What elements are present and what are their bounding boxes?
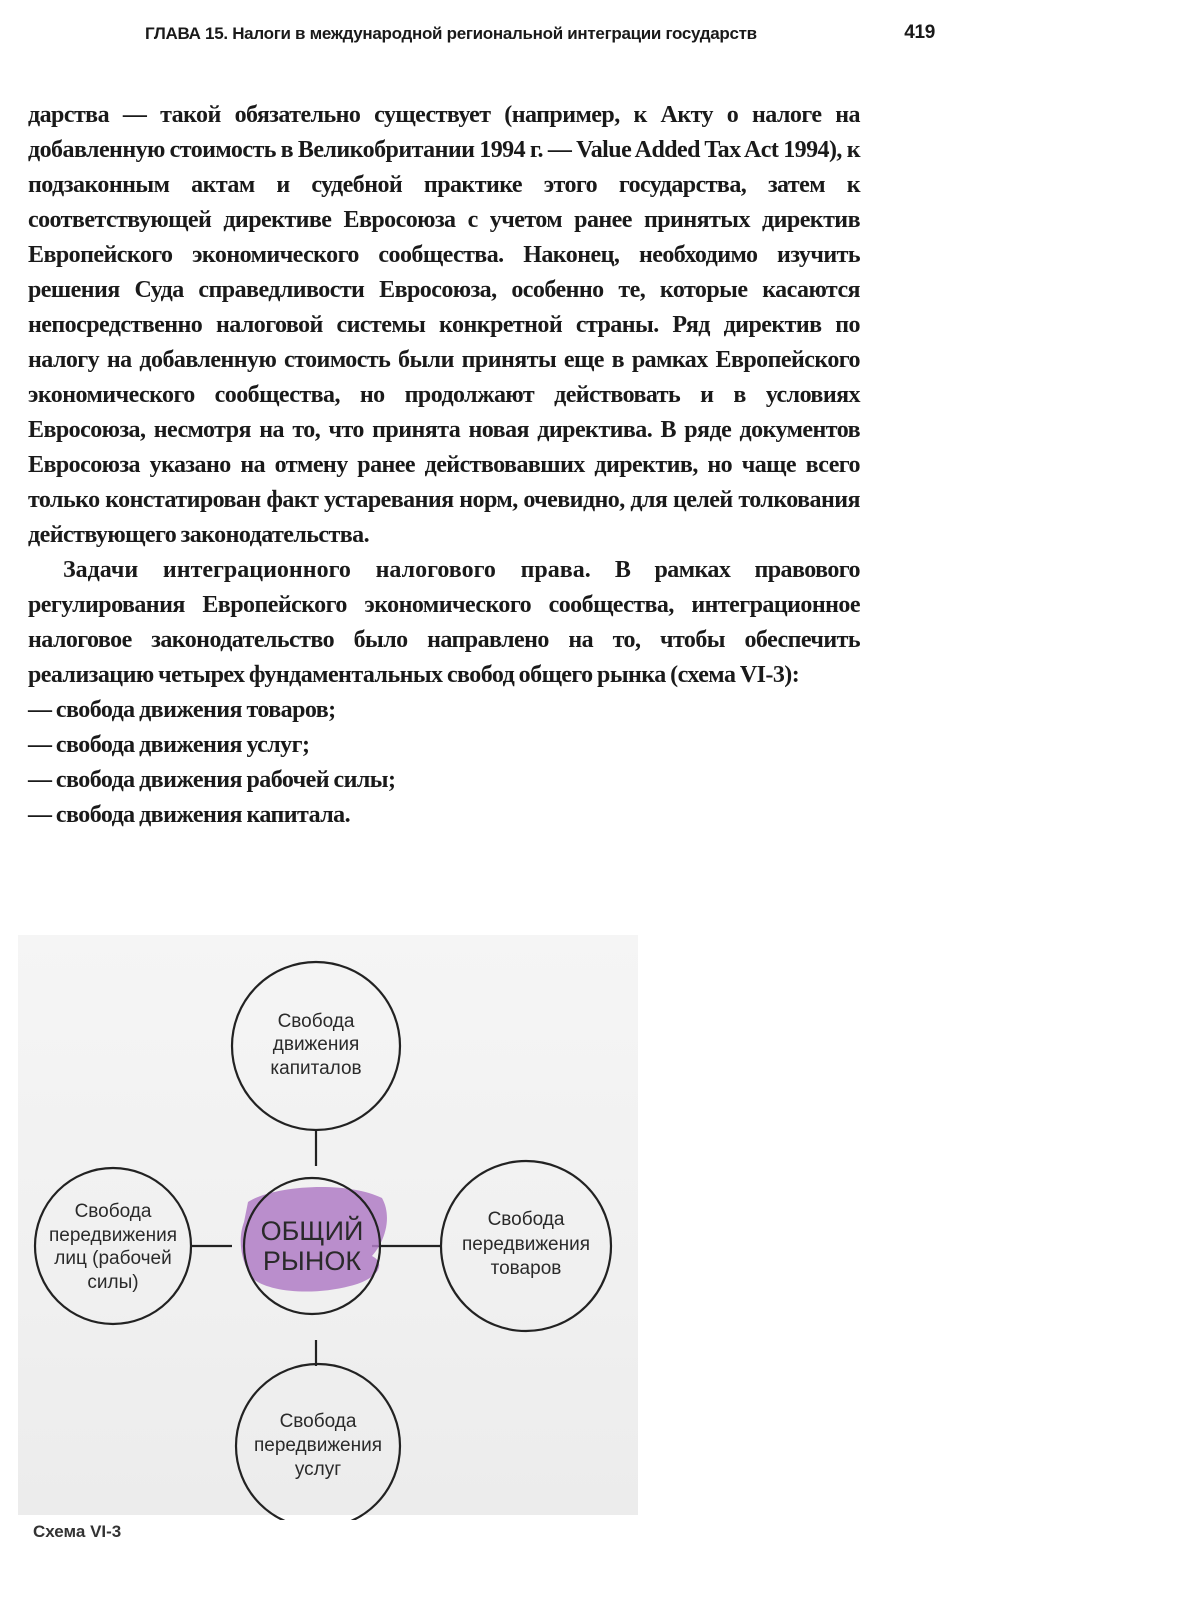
label-goods-2: передвижения — [461, 1234, 591, 1255]
label-common-market-2: РЫНОК — [262, 1246, 362, 1276]
paragraph: дарства — такой обязательно существует (например, к Акту о налоге на добавленную стоимость в Великобритании 1994 г. — Value Added Tax Act 1994), к подзаконным актам и судебной практике этого государства, затем к соответствующей директиве Евросоюза с учетом ранее принятых директив Европейского экономического сообщества. Наконец, необходимо изучить решения Суда справедливости Евросоюза, особенно те, которые касаются непосредственно налоговой системы конкретной страны. Ряд директив по налогу на добавленную стоимость были приняты еще в рамках Европейского экономического сообщества, но продолжают действовать и в условиях Евросоюза, несмотря на то, что принята новая директива. В ряде документов Евросоюза указано на отмену ранее действовавших директив, но чаще всего только констатирован факт устаревания норм, очевидно, для целей толкования действующего законодательства. — [28, 102, 860, 548]
running-head: ГЛАВА 15. Налоги в международной региональной интеграции государств — [145, 24, 757, 43]
paragraph-text: В рамках правового регулирования Европейского экономического сообщества, интеграционное налоговое законодательство было направлено на то, чтобы обеспечить реализацию четырех фундаментальных свобод общего рынка (схема VI-3): — [28, 557, 860, 688]
list-item: — свобода движения капитала. — [28, 802, 351, 828]
label-services-1: Свобода — [279, 1411, 357, 1432]
label-persons-4: силы) — [87, 1272, 139, 1293]
label-persons-2: передвижения — [48, 1225, 178, 1246]
label-persons-1: Свобода — [74, 1201, 152, 1222]
circle-persons — [35, 1168, 191, 1324]
list-item: — свобода движения товаров; — [28, 697, 336, 723]
paragraph — [28, 553, 860, 693]
label-goods-1: Свобода — [487, 1209, 565, 1230]
paragraph-lead: Задачи интеграционного налогового права. — [63, 557, 591, 583]
body-text — [28, 98, 860, 833]
label-capital-3: капиталов — [270, 1058, 362, 1079]
label-persons-3: лиц (рабочей — [54, 1248, 172, 1269]
list-item: — свобода движения рабочей силы; — [28, 767, 396, 793]
freedoms-list — [28, 693, 860, 833]
label-goods-3: товаров — [490, 1258, 562, 1279]
label-services-2: передвижения — [253, 1435, 383, 1456]
figure-caption: Схема VI-3 — [33, 1522, 122, 1541]
label-capital-1: Свобода — [277, 1011, 355, 1032]
page-header — [145, 18, 935, 50]
single-market-diagram — [0, 940, 660, 1520]
label-common-market-1: ОБЩИЙ — [260, 1216, 364, 1246]
page-number: 419 — [904, 22, 935, 43]
label-capital-2: движения — [272, 1034, 360, 1055]
list-item: — свобода движения услуг; — [28, 732, 310, 758]
label-services-3: услуг — [294, 1459, 342, 1480]
